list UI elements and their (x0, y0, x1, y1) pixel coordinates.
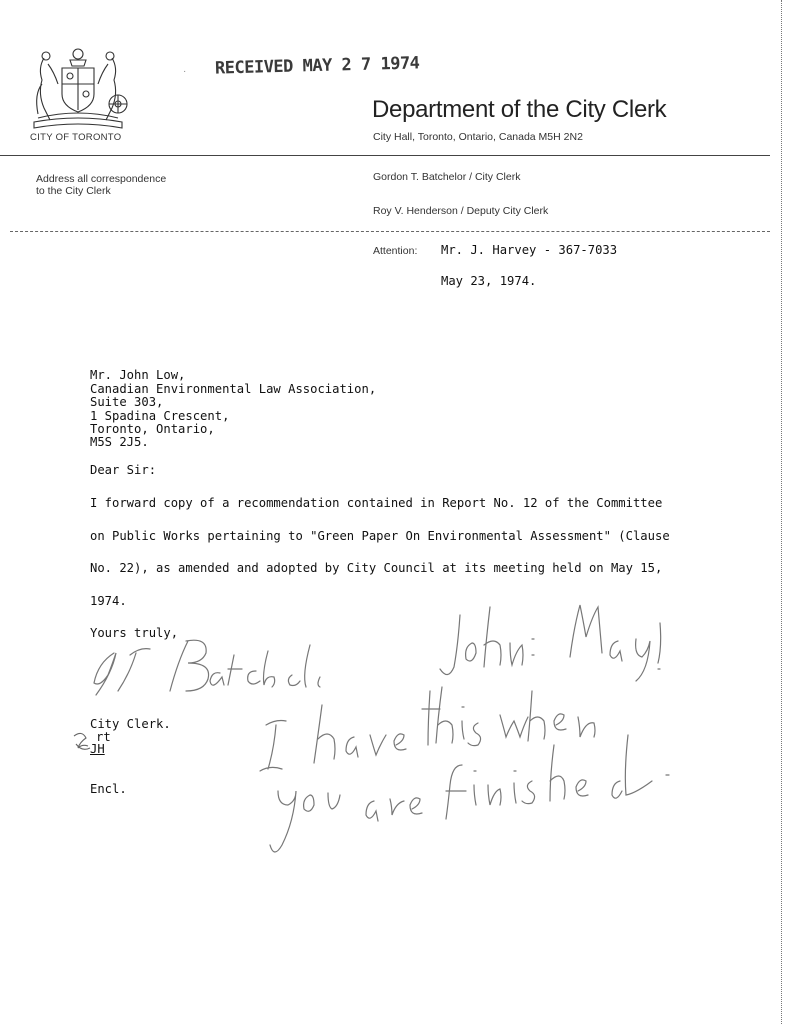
recipient-line: Suite 303, (90, 395, 164, 410)
recipient-address (90, 356, 376, 463)
letter-date: May 23, 1974. (441, 274, 537, 288)
correspondence-note-line2: to the City Clerk (36, 185, 111, 197)
initials-line: rt (96, 730, 111, 744)
city-of-toronto-crest-icon (24, 44, 132, 130)
closing: Yours truly, (90, 626, 179, 640)
salutation: Dear Sir: (90, 463, 157, 477)
deputy-clerk-name: Roy V. Henderson / Deputy City Clerk (373, 205, 549, 217)
initials-line: JH (90, 742, 105, 756)
department-title: Department of the City Clerk (372, 96, 667, 123)
crest-caption: CITY OF TORONTO (30, 132, 122, 143)
recipient-line: 1 Spadina Crescent, (90, 408, 230, 423)
body-line: I forward copy of a recommendation contained in Report No. 12 of the Committee (90, 496, 663, 510)
correspondence-note-line1: Address all correspondence (36, 173, 167, 185)
page-edge (781, 0, 783, 1024)
city-clerk-name: Gordon T. Batchelor / City Clerk (373, 171, 521, 183)
recipient-line: M5S 2J5. (90, 435, 149, 450)
received-stamp: RECEIVED MAY 2 7 1974 (214, 53, 420, 79)
recipient-line: Mr. John Low, (90, 368, 186, 383)
body-line: No. 22), as amended and adopted by City Council at its meeting held on May 15, (90, 561, 663, 575)
section-divider (10, 231, 770, 232)
department-address: City Hall, Toronto, Ontario, Canada M5H 2N2 (373, 131, 583, 143)
attention-value: Mr. J. Harvey - 367-7033 (441, 243, 618, 257)
recipient-line: Toronto, Ontario, (90, 422, 215, 437)
handwritten-initials-mark (70, 730, 96, 756)
stamp-mark: · (183, 66, 187, 77)
body-line: on Public Works pertaining to "Green Paper On Environmental Assessment" (Clause (90, 529, 670, 543)
body-line: 1974. (90, 594, 127, 608)
signature-title: City Clerk. (90, 717, 171, 731)
header-divider (0, 155, 770, 156)
handwritten-signature-and-note (70, 595, 750, 895)
enclosure-note: Encl. (90, 782, 127, 796)
attention-label: Attention: (373, 245, 418, 257)
recipient-line: Canadian Environmental Law Association, (90, 381, 377, 396)
